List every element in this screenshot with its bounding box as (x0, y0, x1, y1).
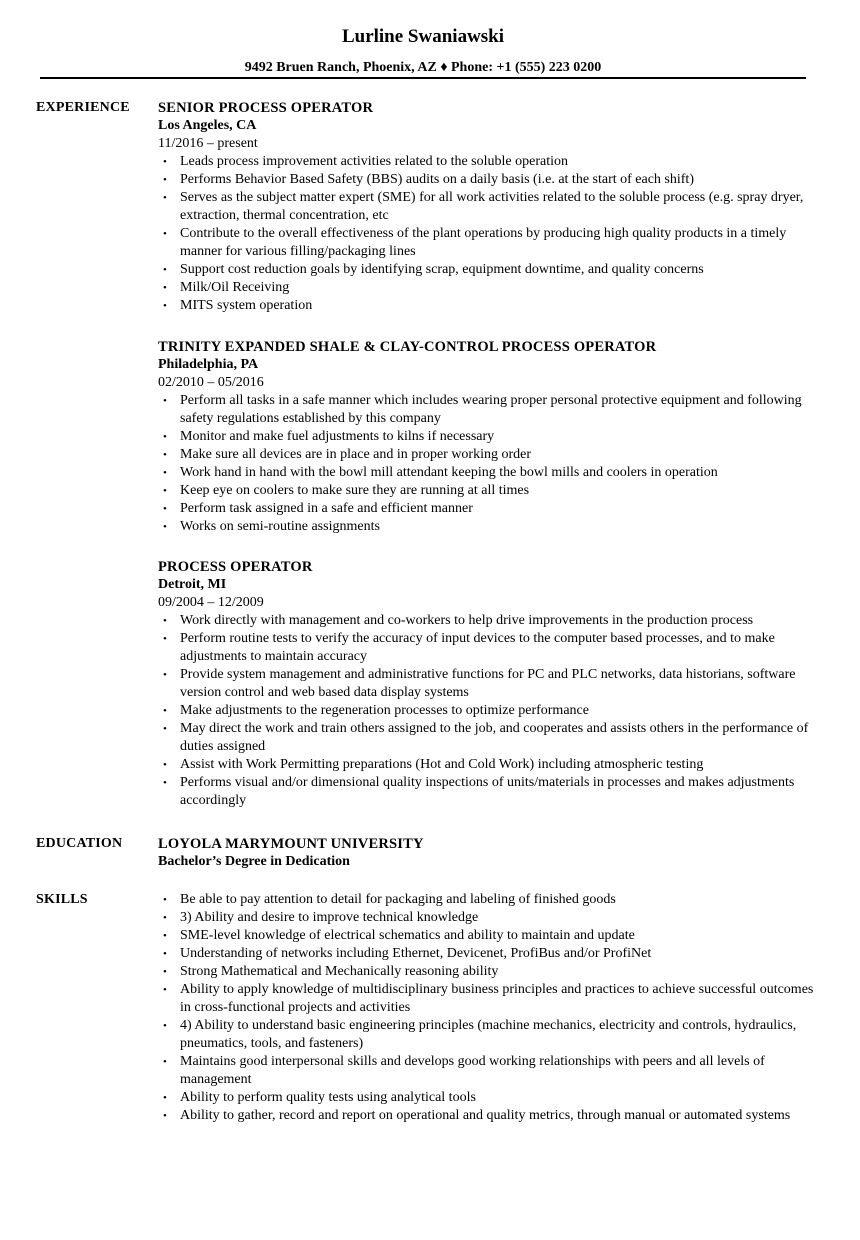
bullet-icon: • (163, 449, 167, 461)
job-location: Detroit, MI (158, 577, 227, 592)
list-item-text: Perform task assigned in a safe and efficient manner (180, 501, 473, 516)
bullet-icon: • (163, 521, 167, 533)
list-item (158, 963, 818, 981)
experience-heading: EXPERIENCE (36, 100, 130, 115)
bullet-icon: • (163, 912, 167, 924)
job-title: PROCESS OPERATOR (158, 559, 313, 575)
job-entry (158, 338, 818, 536)
list-item (158, 927, 818, 945)
bullet-icon: • (163, 669, 167, 681)
list-item (158, 1089, 818, 1107)
list-item-text: Perform all tasks in a safe manner which includes wearing proper personal protective equipment and following safety regulations established by this company (180, 393, 802, 426)
bullet-icon: • (163, 431, 167, 443)
list-item-text: Assist with Work Permitting preparations (Hot and Cold Work) including atmospheric testing (180, 757, 704, 772)
bullet-icon: • (163, 485, 167, 497)
list-item (158, 171, 818, 189)
education-heading: EDUCATION (36, 836, 123, 851)
list-item-text: MITS system operation (180, 298, 313, 313)
list-item (158, 392, 818, 428)
list-item (158, 1017, 818, 1053)
list-item (158, 945, 818, 963)
list-item (158, 428, 818, 446)
list-item (158, 297, 818, 315)
list-item (158, 774, 818, 810)
job-bullet-list (158, 612, 818, 810)
job-location: Philadelphia, PA (158, 357, 259, 372)
bullet-icon: • (163, 1056, 167, 1068)
list-item (158, 666, 818, 702)
list-item-text: Perform routine tests to verify the accuracy of input devices to the computer based processes, and to make adjustments to maintain accuracy (180, 631, 775, 664)
bullet-icon: • (163, 395, 167, 407)
job-bullet-list (158, 392, 818, 536)
list-item (158, 446, 818, 464)
list-item-text: Serves as the subject matter expert (SME) for all work activities related to the soluble process (e.g. spray dryer, extraction, thermal concentration, etc (180, 190, 804, 223)
list-item (158, 1053, 818, 1089)
list-item-text: Ability to perform quality tests using analytical tools (180, 1090, 476, 1105)
bullet-icon: • (163, 633, 167, 645)
list-item-text: Make sure all devices are in place and in proper working order (180, 447, 532, 462)
list-item-text: Be able to pay attention to detail for packaging and labeling of finished goods (180, 892, 616, 907)
list-item (158, 518, 818, 536)
list-item-text: Work hand in hand with the bowl mill attendant keeping the bowl mills and coolers in operation (180, 465, 718, 480)
job-location: Los Angeles, CA (158, 118, 257, 133)
list-item (158, 189, 818, 225)
list-item-text: Works on semi-routine assignments (180, 519, 380, 534)
list-item-text: Leads process improvement activities related to the soluble operation (180, 154, 568, 169)
bullet-icon: • (163, 930, 167, 942)
candidate-name: Lurline Swaniawski (341, 26, 505, 47)
list-item-text: SME-level knowledge of electrical schematics and ability to maintain and update (180, 928, 635, 943)
list-item (158, 756, 818, 774)
list-item-text: Work directly with management and co-workers to help drive improvements in the production process (180, 613, 754, 628)
list-item (158, 1107, 818, 1125)
list-item-text: Contribute to the overall effectiveness of the plant operations by producing high quality products in a timely manner for various filling/packaging lines (180, 226, 787, 259)
bullet-icon: • (163, 264, 167, 276)
bullet-icon: • (163, 156, 167, 168)
list-item-text: Monitor and make fuel adjustments to kilns if necessary (180, 429, 495, 444)
list-item-text: Make adjustments to the regeneration processes to optimize performance (180, 703, 589, 718)
list-item-text: 4) Ability to understand basic engineering principles (machine mechanics, electricity and controls, hydraulics, pneumatics, tools, and fasteners) (180, 1018, 797, 1051)
list-item (158, 225, 818, 261)
bullet-icon: • (163, 948, 167, 960)
list-item (158, 482, 818, 500)
list-item-text: Performs visual and/or dimensional quality inspections of units/materials in processes and makes adjustments accordingly (180, 775, 795, 808)
list-item-text: May direct the work and train others assigned to the job, and cooperates and assists others in the performance of duties assigned (180, 721, 809, 754)
list-item-text: 3) Ability and desire to improve technical knowledge (180, 910, 479, 925)
bullet-icon: • (163, 615, 167, 627)
skills-list (158, 891, 818, 1125)
job-dates: 11/2016 – present (158, 136, 258, 151)
job-entry (158, 558, 818, 810)
list-item-text: Maintains good interpersonal skills and develops good working relationships with peers and all levels of management (180, 1054, 765, 1087)
list-item (158, 153, 818, 171)
list-item (158, 500, 818, 518)
contact-line: 9492 Bruen Ranch, Phoenix, AZ ♦ Phone: +1 (555) 223 0200 (244, 60, 602, 75)
list-item (158, 909, 818, 927)
bullet-icon: • (163, 192, 167, 204)
job-title: TRINITY EXPANDED SHALE & CLAY-CONTROL PROCESS OPERATOR (158, 339, 657, 355)
job-bullet-list (158, 153, 818, 315)
list-item-text: Keep eye on coolers to make sure they are running at all times (180, 483, 530, 498)
list-item (158, 464, 818, 482)
list-item (158, 279, 818, 297)
job-dates: 09/2004 – 12/2009 (158, 595, 264, 610)
list-item (158, 702, 818, 720)
bullet-icon: • (163, 1110, 167, 1122)
list-item-text: Ability to gather, record and report on operational and quality metrics, through manual or automated systems (180, 1108, 791, 1123)
bullet-icon: • (163, 1020, 167, 1032)
list-item-text: Provide system management and administrative functions for PC and PLC networks, data historians, software version control and web based data display systems (180, 667, 796, 700)
list-item-text: Performs Behavior Based Safety (BBS) audits on a daily basis (i.e. at the start of each shift) (180, 172, 694, 187)
job-dates: 02/2010 – 05/2016 (158, 375, 264, 390)
list-item (158, 891, 818, 909)
bullet-icon: • (163, 467, 167, 479)
skills-heading: SKILLS (36, 892, 88, 907)
bullet-icon: • (163, 228, 167, 240)
list-item (158, 981, 818, 1017)
degree: Bachelor’s Degree in Dedication (158, 854, 350, 869)
job-entry (158, 99, 818, 315)
bullet-icon: • (163, 723, 167, 735)
list-item (158, 630, 818, 666)
list-item-text: Support cost reduction goals by identifying scrap, equipment downtime, and quality concerns (180, 262, 704, 277)
list-item (158, 720, 818, 756)
bullet-icon: • (163, 984, 167, 996)
list-item-text: Strong Mathematical and Mechanically reasoning ability (180, 964, 499, 979)
list-item-text: Understanding of networks including Ethernet, Devicenet, ProfiBus and/or ProfiNet (180, 946, 652, 961)
education-entry (158, 835, 818, 871)
job-title: SENIOR PROCESS OPERATOR (158, 100, 374, 116)
bullet-icon: • (163, 966, 167, 978)
bullet-icon: • (163, 503, 167, 515)
bullet-icon: • (163, 777, 167, 789)
bullet-icon: • (163, 759, 167, 771)
list-item (158, 612, 818, 630)
list-item-text: Ability to apply knowledge of multidisciplinary business principles and practices to achieve successful outcomes in cross-functional projects and activities (180, 982, 814, 1015)
header-divider (40, 77, 806, 79)
bullet-icon: • (163, 705, 167, 717)
bullet-icon: • (163, 894, 167, 906)
skills-entry (158, 891, 818, 1125)
school-name: LOYOLA MARYMOUNT UNIVERSITY (158, 836, 424, 852)
bullet-icon: • (163, 174, 167, 186)
bullet-icon: • (163, 1092, 167, 1104)
list-item-text: Milk/Oil Receiving (180, 280, 290, 295)
list-item (158, 261, 818, 279)
bullet-icon: • (163, 300, 167, 312)
bullet-icon: • (163, 282, 167, 294)
